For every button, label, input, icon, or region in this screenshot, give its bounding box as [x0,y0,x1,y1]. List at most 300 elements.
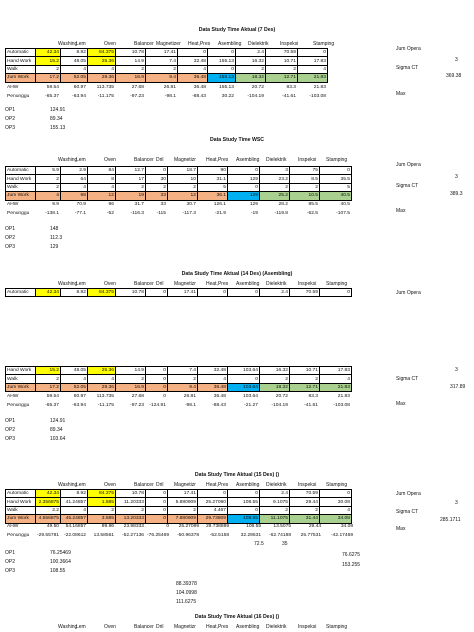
row-label: Penunggu [7,402,30,408]
table-cell: 89.96 [101,524,115,530]
table-cell: -88.43 [212,402,226,408]
section1-table [5,48,328,83]
sigma-ct-value-5: 285.1711 [440,517,461,523]
table-cell: 15.2 [36,57,61,65]
column-header: Inspeksi [298,482,317,488]
table-cell: 4 [198,375,228,383]
table-row [6,383,352,391]
column-header: Inspeksi [298,281,317,287]
section5-table [5,489,352,524]
table-row [6,523,355,531]
column-header: Washing [58,482,78,488]
table-cell: -103.08 [309,93,326,99]
table-cell: 70.59 [290,490,320,498]
table-cell: 2 [260,183,290,191]
jum-opera-value-5: 3 [455,500,458,506]
row-label: AHW [7,202,19,208]
column-header: Asembling [236,482,260,488]
table-cell: -76.25469 [147,532,170,538]
row-label: Penunggu [7,532,30,538]
sigma-ct-label-4: Sigma CT [396,376,419,382]
table-cell: 8.92 [61,289,88,297]
row-label: AHW [7,524,19,530]
table-cell: 28.2 [278,202,288,208]
jum-opera-label-2: Jum Opera [396,162,421,168]
table-cell: 30.7 [186,202,196,208]
table-cell: 84.375 [88,490,116,498]
table-cell: 48.05 [61,367,88,375]
row-label: Walk [6,506,36,514]
table-row [6,92,328,100]
table-cell: 0 [198,289,228,297]
table-cell: 4 [61,375,88,383]
table-cell: 2.2 [36,506,61,514]
table-cell: -22.08612 [64,532,87,538]
op-value: 103.64 [50,436,66,442]
column-header: Washing [58,41,78,47]
op-label: OP1 [5,226,16,232]
column-header: Oven [104,624,116,630]
table-cell: 25.27090 [198,498,228,506]
table-cell: -97.23 [130,402,144,408]
section2-header [58,157,354,163]
column-header: Stamping [313,41,335,47]
table-cell: 4 [61,506,88,514]
table-cell: 17 [116,175,146,183]
table-cell: -138.1 [45,210,59,216]
column-header: Lem [76,482,86,488]
table-cell: 2 [260,375,290,383]
table-row [6,209,352,217]
op-label: OP3 [5,568,16,574]
max-label: Max [396,91,406,97]
table-cell: 23.2 [260,175,290,183]
table-cell: 0 [320,490,352,498]
table-cell: 2.4 [260,490,290,498]
table-cell: 21.83 [320,383,352,391]
table-cell: 60.97 [73,85,86,91]
table-cell: 20.72 [251,85,264,91]
table-cell: 36.48 [178,74,208,82]
column-header: Asembling [236,281,260,287]
table-cell: 48.05 [61,57,88,65]
column-header: Washing [58,157,78,163]
column-header: Lem [76,624,86,630]
table-cell: 29.738889 [205,524,230,530]
table-cell: 18.32 [260,383,290,391]
table-cell: 126.1 [213,202,226,208]
op-label: OP3 [5,244,16,250]
table-cell: 2 [290,375,320,383]
section2-title: Data Study Time WSC [209,137,265,143]
op-label: OP2 [5,559,16,565]
table-cell: 84.375 [88,289,116,297]
table-cell: 0 [146,383,168,391]
table-cell: 0 [208,49,236,57]
column-header: Inspeksi [298,157,317,163]
column-header: Balancer [134,157,154,163]
table-cell: 4 [178,65,208,73]
table-cell: 0 [298,49,328,57]
column-header: Oven [104,281,116,287]
table-cell: 18.32 [236,74,266,82]
table-cell: 26.81 [183,394,196,400]
row-label: Jum Work [6,515,36,523]
op-value: 89.34 [50,427,63,433]
sigma-ct-value-4: 317.89 [450,384,466,390]
table-cell: 25.77531 [300,532,322,538]
column-header: Heat,Pres [188,41,211,47]
column-header: Dielektrik [266,624,287,630]
table-cell: -98.1 [184,402,196,408]
table-cell: 0 [228,183,260,191]
table-row [6,201,352,209]
table-cell: 0 [208,65,236,73]
table-cell: 21.83 [298,74,328,82]
table-cell: 2 [146,65,178,73]
table-cell: 103.64 [228,367,260,375]
table-cell: 3.585 [88,515,116,523]
table-row [6,49,328,57]
table-cell: 5.880909 [168,498,198,506]
table-cell: 9.4 [168,383,198,391]
column-header: Oven [104,41,116,47]
table-cell: 41.24857 [61,498,88,506]
table-cell: 9.9 [52,202,59,208]
table-row [6,393,352,401]
table-cell: 4.556875 [36,515,61,523]
row-label: Penunggu [7,210,30,216]
table-cell: 5 [198,183,228,191]
jum-opera-label-3: Jum Opera [396,290,421,296]
table-cell: 29.44 [308,524,322,530]
column-header: Heat,Pres [206,624,229,630]
column-header: Stamping [326,624,348,630]
table-cell: 20.72 [275,394,288,400]
table-cell: 4 [61,183,88,191]
table-cell: -63.94 [72,402,86,408]
table-cell: 2 [290,183,320,191]
table-cell: -21.9 [214,210,226,216]
table-cell: -52.27136 [122,532,145,538]
table-cell: -52.5158 [209,532,230,538]
table-cell: 2 [116,65,146,73]
table-cell: 31.44 [290,515,320,523]
table-cell: 2.4 [260,289,290,297]
table-cell: 4 [320,375,352,383]
op-value: 100.3664 [50,559,71,565]
column-header: Stamping [326,157,348,163]
op-label: OP2 [5,116,16,122]
row-label: Hand Work [6,57,36,65]
table-row [6,65,328,73]
table-cell: 155.13 [219,85,234,91]
table-cell: 70.59 [266,49,298,57]
row-label: Jum Work [6,192,36,200]
jum-opera-value-4: 3 [455,367,458,373]
table-cell: -41.61 [282,93,296,99]
op-label: OP2 [5,235,16,241]
row-label: Automatic [6,49,36,57]
table-cell: 103.64 [243,394,258,400]
table-row [6,506,352,514]
table-cell: -41.61 [304,402,318,408]
table-cell: 16.9 [116,383,146,391]
table-cell: 12.7 [116,167,146,175]
table-cell: 64 [61,175,88,183]
table-cell: 16.32 [260,367,290,375]
table-cell: 17.41 [168,289,198,297]
column-header: Magnetizer [156,41,181,47]
section4-table [5,366,352,392]
op-value: 129 [50,244,59,250]
table-cell: 31.7 [134,202,144,208]
table-cell: 4 [61,65,88,73]
op-label: OP2 [5,427,16,433]
table-cell: 2 [146,183,168,191]
table-cell: 12 [168,192,198,200]
table-cell: 59.54 [46,85,59,91]
table-cell: 2 [36,183,61,191]
table-cell: 29.36 [88,383,116,391]
table-cell: -104.19 [271,402,288,408]
table-cell: 113.735 [96,394,114,400]
table-row [6,289,352,297]
column-header: Heat,Pres [206,281,229,287]
column-header: Magnetizr [174,157,196,163]
column-header: Oven [104,482,116,488]
table-cell: 60.97 [73,394,86,400]
max-label-2: Max [396,208,406,214]
table-cell: 108.55 [228,515,260,523]
table-cell: 26.81 [163,85,176,91]
table-cell: -62.5 [306,210,318,216]
table-cell: 2 [116,183,146,191]
table-cell: 13.5075 [273,524,292,530]
op-label: OP1 [5,550,16,556]
extra-value-2: 35 [282,541,288,547]
table-cell: 0 [166,524,170,530]
table-cell: 0 [228,490,260,498]
table-row [6,74,328,82]
column-header: Inspeksi [298,624,317,630]
section6-title: Data Study Time Aktual (16 Des) () [194,614,280,620]
table-cell: 4 [36,192,61,200]
table-cell: -107.5 [336,210,350,216]
table-cell: 2 [116,506,146,514]
column-header: Washing [58,281,78,287]
table-cell: 29.36 [88,74,116,82]
table-cell: 13.58561 [93,532,115,538]
table-cell: -11.175 [97,93,114,99]
column-header: Stamping [326,482,348,488]
section3-table [5,288,352,297]
table-cell: 2 [168,183,198,191]
op-value: 108.55 [50,568,66,574]
table-cell: 10.5 [290,192,320,200]
table-cell: 2.356875 [36,498,61,506]
table-cell: 9.1075 [260,498,290,506]
table-row [6,367,352,375]
table-cell: 90 [198,167,228,175]
table-cell: -65.37 [45,93,59,99]
table-cell: 52.05 [61,383,88,391]
table-cell: 2 [36,175,61,183]
column-header: Magnetizr [174,482,196,488]
column-header: Lem [76,157,86,163]
table-cell: 30.08 [320,498,352,506]
table-cell: 103.64 [228,383,260,391]
table-cell: 2.4 [236,49,266,57]
table-cell: 14.9 [116,57,146,65]
op-value: 155.13 [50,125,66,131]
column-header: Dielektrik [266,281,287,287]
jum-opera-label: Jum Opera [396,46,421,52]
table-cell: -21.27 [244,402,258,408]
table-cell: 70.59 [290,289,320,297]
table-cell: 33 [146,192,168,200]
table-cell: 13.20333 [116,515,146,523]
table-cell: 4 [88,375,116,383]
table-cell: 2 [116,375,146,383]
section6-header [58,624,354,630]
table-cell: 36.48 [213,394,226,400]
table-cell: 83.3 [308,394,318,400]
section5-header [58,482,354,488]
sigma-ct-label-5: Sigma CT [396,509,419,515]
table-cell: 2 [88,506,116,514]
row-label: Walk [6,375,36,383]
column-header: Asembling [236,157,260,163]
table-cell: 17.83 [298,57,328,65]
table-cell: -11.175 [97,402,114,408]
column-header: Balancer [134,624,154,630]
table-cell: 5 [320,183,352,191]
table-cell: 25.27099 [178,524,200,530]
table-cell: 40.5 [320,192,352,200]
column-header: Balancer [134,482,154,488]
table-cell: 25.2 [260,192,290,200]
table-cell: 8.92 [61,490,88,498]
table-cell: 10.78 [116,490,146,498]
column-header: Balancer [134,41,154,47]
table-cell: 7.4 [146,57,178,65]
table-cell: 7.880909 [168,515,198,523]
op-right-2: 153.255 [342,562,361,568]
table-cell: 9.4 [146,74,178,82]
table-cell: 25.36 [88,367,116,375]
table-cell: 8 [88,175,116,183]
table-cell: 0 [228,506,260,514]
table-cell: 42.34 [36,289,61,297]
table-cell: 16.32 [236,57,266,65]
row-label: Automatic [6,490,36,498]
max-label-4: Max [396,401,406,407]
table-row [6,192,352,200]
op-label: OP1 [5,107,16,113]
table-cell: 0 [198,490,228,498]
table-cell: 11.20333 [116,498,146,506]
section2-table [5,166,352,201]
table-cell: -65.37 [45,402,59,408]
column-header: Lem [76,41,86,47]
table-cell: 0 [228,375,260,383]
table-cell: 25.36 [88,57,116,65]
column-header: Dielektrik [248,41,269,47]
row-label: Jum Work [6,74,36,82]
table-cell: 0 [146,375,168,383]
table-cell: 21.83 [313,85,326,91]
table-cell: 2 [236,65,266,73]
table-cell: 30.22 [221,93,234,99]
column-header: Dril [156,482,164,488]
sigma-ct-label-2: Sigma CT [396,183,419,189]
table-cell: -52 [106,210,114,216]
column-header: Dril [156,281,164,287]
table-cell: 2 [36,375,61,383]
table-cell: -29.55781 [37,532,60,538]
table-cell: 34.08 [340,524,354,530]
table-cell: 3 [260,167,290,175]
table-cell: 2.9 [61,167,88,175]
column-header: Balancer [134,281,154,287]
table-cell: 0 [146,289,168,297]
table-cell: 129 [228,175,260,183]
section1-extra-table [5,83,328,101]
table-cell: 0 [320,289,352,297]
table-cell: 31.1 [198,175,228,183]
table-cell: -115 [156,210,166,216]
jum-opera-value: 3 [455,57,458,63]
table-cell: 11.1075 [260,515,290,523]
section3-title: Data Study Time Aktual (14 Des) (Asembling) [181,271,293,277]
column-header: Heat,Pres [206,157,229,163]
table-cell: 45.24857 [61,515,88,523]
table-cell: 2 [260,506,290,514]
table-cell: 0 [228,289,260,297]
table-cell: 17.2 [36,74,61,82]
table-cell: 70.9 [76,202,86,208]
section1-header [58,41,341,47]
column-header: Dril [156,624,164,630]
table-cell: -50.96378 [177,532,200,538]
row-label: Automatic [6,167,36,175]
table-row [6,401,352,409]
jum-opera-label-5: Jum Opera [396,491,421,497]
table-cell: 10.78 [116,289,146,297]
table-cell: 17.41 [168,490,198,498]
jum-opera-value-2: 3 [455,174,458,180]
table-cell: 4.467 [198,506,228,514]
op-mid-3: 111.6275 [176,599,197,605]
table-cell: 52.05 [61,74,88,82]
table-cell: 0 [320,167,352,175]
table-cell: 21.83 [337,394,350,400]
op-value: 148 [50,226,59,232]
table-cell: -104.19 [247,93,264,99]
table-cell: 0 [146,506,168,514]
op-label: OP1 [5,418,16,424]
table-cell: -62.74188 [269,532,292,538]
op-value: 124.91 [50,418,66,424]
table-cell: -97.23 [130,93,144,99]
table-row [6,531,355,539]
table-cell: 4 [88,183,116,191]
table-row [6,167,352,175]
table-cell: 36.1 [198,192,228,200]
op-value: 112.3 [50,235,63,241]
sigma-ct-value: 369.38 [446,73,462,79]
